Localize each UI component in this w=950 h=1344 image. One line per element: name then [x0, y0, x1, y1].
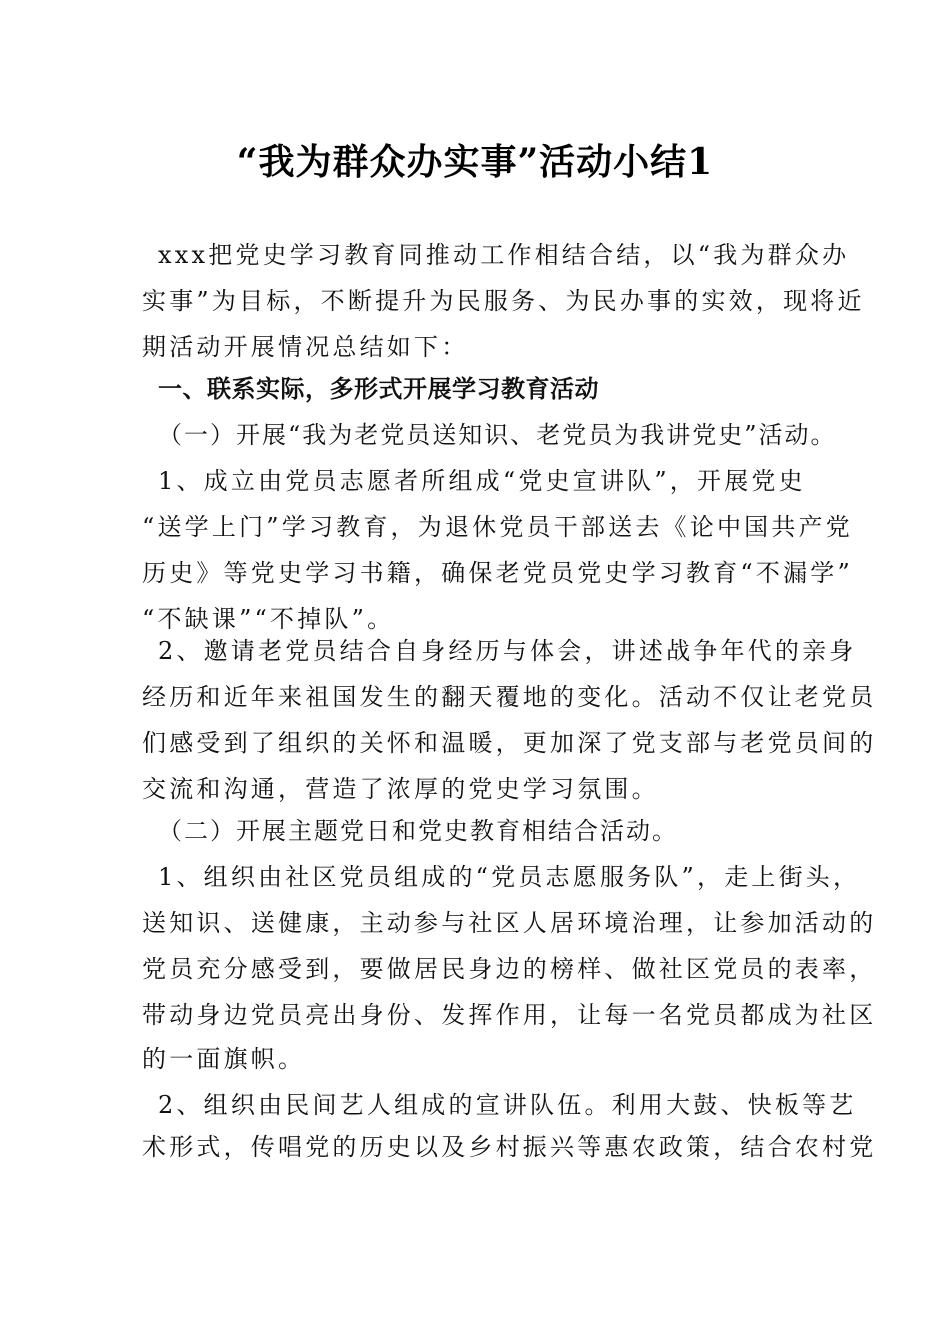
paragraph-line: “不缺课”“不掉队”。 [142, 605, 395, 633]
paragraph-line: 1、组织由社区党员组成的“党员志愿服务队”，走上街头， [158, 863, 861, 891]
document-title: “我为群众办实事”活动小结1 [236, 141, 714, 183]
paragraph-line: 2、组织由民间艺人组成的宣讲队伍。利用大鼓、快板等艺 [158, 1091, 857, 1119]
intro-line: xxx把党史学习教育同推动工作相结合结，以“我为群众办 [158, 241, 850, 269]
intro-line: 实事”为目标，不断提升为民服务、为民办事的实效，现将近 [142, 287, 865, 315]
section-heading: 一、联系实际，多形式开展学习教育活动 [158, 375, 599, 403]
paragraph-line: 党员充分感受到，要做居民身边的榜样、做社区党员的表率， [142, 955, 877, 983]
paragraph-line: 的一面旗帜。 [142, 1045, 306, 1073]
paragraph-line: 2、邀请老党员结合自身经历与体会，讲述战争年代的亲身 [158, 637, 857, 665]
paragraph-line: 经历和近年来祖国发生的翻天覆地的变化。活动不仅让老党员 [142, 683, 877, 711]
paragraph-line: 术形式，传唱党的历史以及乡村振兴等惠农政策，结合农村党 [142, 1133, 877, 1161]
paragraph-line: 带动身边党员亮出身份、发挥作用，让每一名党员都成为社区 [142, 1001, 877, 1029]
subsection-heading: （一）开展“我为老党员送知识、老党员为我讲党史”活动。 [158, 421, 837, 449]
paragraph-line: 历史》等党史学习书籍，确保老党员党史学习教育“不漏学” [142, 559, 853, 587]
intro-line: 期活动开展情况总结如下： [142, 333, 469, 361]
paragraph-line: “送学上门”学习教育，为退休党员干部送去《论中国共产党 [142, 513, 853, 541]
paragraph-line: 1、成立由党员志愿者所组成“党史宣讲队”，开展党史 [158, 467, 806, 495]
paragraph-line: 们感受到了组织的关怀和温暖，更加深了党支部与老党员间的 [142, 729, 877, 757]
paragraph-line: 交流和沟通，营造了浓厚的党史学习氛围。 [142, 775, 659, 803]
subsection-heading: （二）开展主题党日和党史教育相结合活动。 [158, 817, 678, 845]
paragraph-line: 送知识、送健康，主动参与社区人居环境治理，让参加活动的 [142, 909, 877, 937]
